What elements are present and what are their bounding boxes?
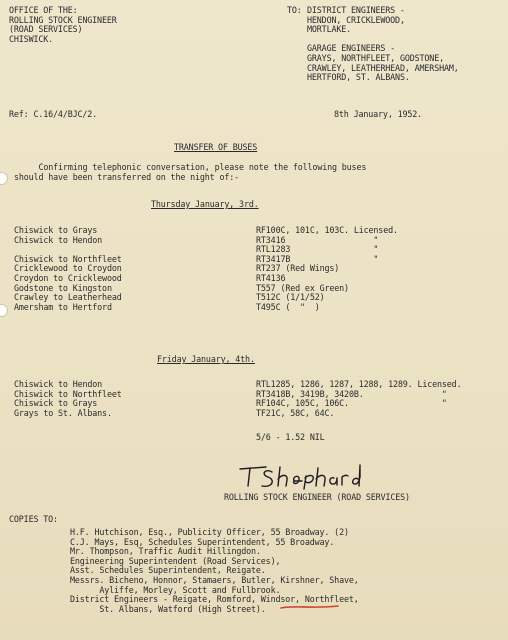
- intro-line: Confirming telephonic conversation, please note the following buses: [14, 162, 367, 172]
- route-cell: Chiswick to Northfleet: [14, 253, 122, 264]
- from-office-line: (ROAD SERVICES): [9, 24, 83, 35]
- bus-cell: TF21C, 58C, 64C.: [256, 407, 335, 418]
- route-cell: Godstone to Kingston: [14, 282, 112, 293]
- route-cell: Cricklewood to Croydon: [14, 263, 122, 274]
- to-line: DISTRICT ENGINEERS -: [307, 5, 405, 15]
- bus-cell: RT3418B, 3419B, 3420B. ": [256, 388, 447, 399]
- to-line: GARAGE ENGINEERS -: [307, 43, 396, 54]
- route-cell: Chiswick to Grays: [14, 398, 98, 409]
- copy-recipient: District Engineers - Reigate, Romford, Windsor, Northfleet,: [70, 594, 359, 605]
- bus-cell: RTL1283 ": [256, 244, 379, 255]
- signatory-title: ROLLING STOCK ENGINEER (ROAD SERVICES): [224, 492, 410, 502]
- route-cell: Grays to St. Albans.: [14, 407, 112, 418]
- route-cell: Chiswick to Northfleet: [14, 388, 122, 399]
- bus-cell: RT3417B ": [256, 253, 379, 264]
- to-line: MORTLAKE.: [307, 24, 352, 35]
- to-addresses: [307, 6, 459, 83]
- reference: Ref: C.16/4/BJC/2.: [9, 109, 98, 119]
- section-title-friday: Friday January, 4th.: [157, 354, 255, 364]
- bus-cell: T557 (Red ex Green): [256, 282, 349, 293]
- from-office-line: CHISWICK.: [9, 33, 54, 44]
- to-line: GRAYS, NORTHFLEET, GODSTONE,: [307, 52, 444, 63]
- copy-recipient: Asst. Schedules Superintendent, Reigate.: [70, 565, 266, 576]
- copy-recipient: Ayliffe, Morley, Scott and Fullbrook.: [70, 584, 281, 595]
- intro-line: should have been transferred on the night of:-: [14, 171, 240, 182]
- bus-cell: RF104C, 105C, 106C. ": [256, 398, 447, 409]
- from-office-block: [9, 6, 117, 44]
- copy-recipient: Engineering Superintendent (Road Services),: [70, 555, 281, 566]
- bus-cell: RTL1285, 1286, 1287, 1288, 1289. Licensed.: [256, 379, 462, 389]
- friday-buses: [256, 380, 461, 418]
- bus-cell: RT3416 ": [256, 234, 379, 245]
- section-title-thursday: Thursday January, 3rd.: [151, 199, 259, 209]
- stamp-note: 5/6 - 1.52 NIL: [256, 432, 325, 442]
- bus-cell: T495C ( " ): [256, 301, 320, 312]
- copy-recipient: Messrs. Bicheno, Honnor, Stamaers, Butler, Kirshner, Shave,: [70, 574, 359, 585]
- punch-hole-top: [0, 172, 8, 185]
- bus-cell: RT4136: [256, 272, 286, 283]
- route-cell: Amersham to Hertford: [14, 301, 112, 312]
- to-line: CRAWLEY, LEATHERHEAD, AMERSHAM,: [307, 62, 459, 73]
- from-office-line: ROLLING STOCK ENGINEER: [9, 14, 117, 25]
- route-cell: Chiswick to Hendon: [14, 234, 103, 245]
- route-cell: Chiswick to Hendon: [14, 379, 103, 389]
- from-office-line: OFFICE OF THE:: [9, 5, 78, 15]
- bus-cell: RT237 (Red Wings): [256, 263, 340, 274]
- copy-recipient: St. Albans, Watford (High Street).: [70, 603, 266, 614]
- thursday-buses: [256, 226, 398, 312]
- intro-paragraph: [14, 163, 366, 182]
- copies-label: COPIES TO:: [9, 514, 58, 524]
- copies-list: [70, 528, 359, 614]
- thursday-routes: [14, 226, 122, 312]
- bus-cell: T512C (1/1/52): [256, 292, 325, 303]
- copy-recipient: Mr. Thompson, Traffic Audit Hillingdon.: [70, 546, 261, 557]
- memo-heading: TRANSFER OF BUSES: [174, 142, 258, 152]
- to-line: HERTFORD, ST. ALBANS.: [307, 72, 410, 83]
- handwritten-signature: [236, 462, 366, 490]
- route-cell: Croydon to Cricklewood: [14, 272, 122, 283]
- friday-routes: [14, 380, 122, 418]
- copy-recipient: C.J. Mays, Esq, Schedules Superintendent, 55 Broadway.: [70, 536, 335, 547]
- punch-hole-bottom: [0, 304, 8, 317]
- to-label: TO:: [287, 5, 302, 15]
- copy-recipient: H.F. Hutchison, Esq., Publicity Officer, 55 Broadway. (2): [70, 527, 349, 537]
- bus-cell: RF100C, 101C, 103C. Licensed.: [256, 225, 398, 235]
- letter-date: 8th January, 1952.: [334, 109, 423, 119]
- red-pencil-underline: [280, 603, 340, 611]
- route-cell: Chiswick to Grays: [14, 225, 98, 235]
- to-line: HENDON, CRICKLEWOOD,: [307, 14, 405, 25]
- route-cell: Crawley to Leatherhead: [14, 292, 122, 303]
